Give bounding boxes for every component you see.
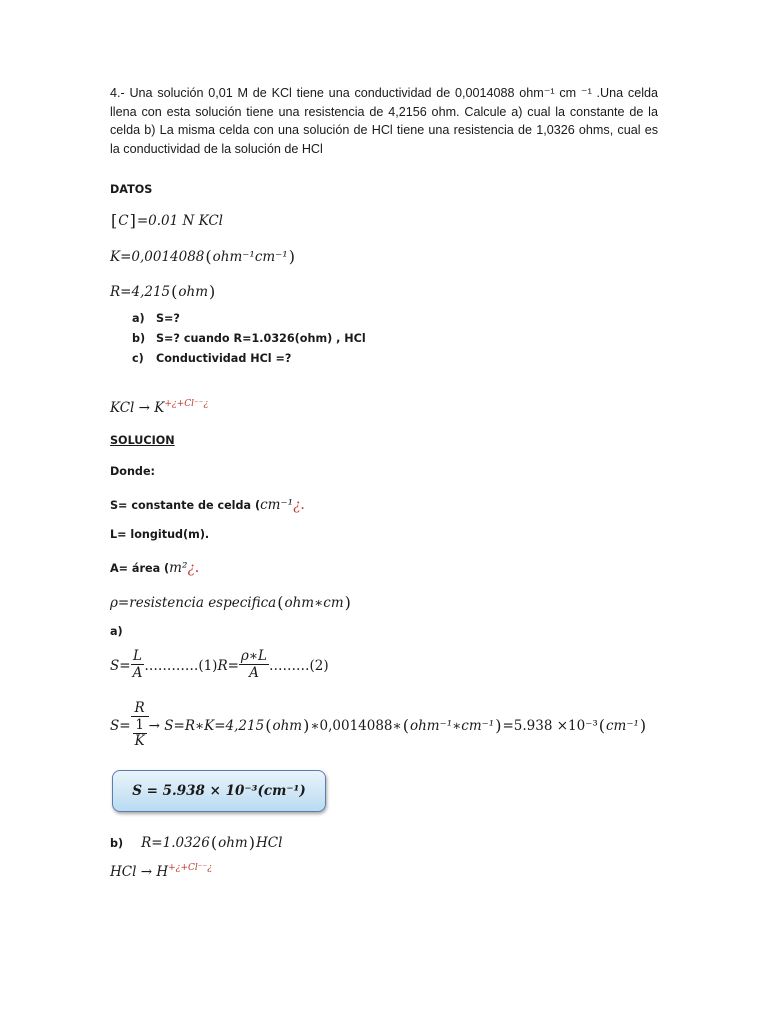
kcl-dissociation-equation: KCl → $K^{+¿+Cl^{--}¿}$ — [110, 399, 209, 416]
length-definition: L= longitud(m). — [110, 528, 210, 541]
resistance-units: ohm — [178, 284, 208, 300]
conductivity-equation: K=0,0014088(ohm⁻¹cm⁻¹) — [110, 247, 295, 266]
ion-superscript: +¿+Cl⁻⁻¿ — [168, 863, 213, 873]
concentration-value: =0.01 N KCl — [136, 213, 223, 229]
list-item: c) Conductividad HCl =? — [132, 352, 292, 365]
cell-constant-definition: S= constante de celda (cm⁻¹¿. — [110, 496, 305, 513]
conductivity-units: ohm⁻¹cm⁻¹ — [212, 249, 288, 265]
ion-superscript: +¿+Cl⁻⁻¿ — [164, 399, 209, 409]
fraction-r-over-inverse-k: $\frac{R}{\frac{1}{K}}$ — [131, 700, 149, 749]
concentration-equation: [C]=0.01 N KCl — [111, 211, 223, 230]
questions-list — [132, 312, 366, 372]
list-item: b) S=? cuando R=1.0326(ohm) , HCl — [132, 332, 366, 345]
fraction-l-over-a: $\frac{L}{A}$ — [132, 648, 143, 681]
fraction-rho-l-over-a: $\frac{\rho∗L}{A}$ — [240, 648, 267, 681]
conductivity-value: K=0,0014088 — [110, 249, 205, 265]
resistivity-definition: ρ=resistencia especifica(ohm∗cm) — [110, 593, 351, 612]
cell-constant-calculation: S= $\frac{R}{\frac{1}{K}}$ → S=R∗K=4,215(ohm)∗0,0014088∗(ohm⁻¹∗cm⁻¹)=5.938 ×10⁻³(cm⁻¹) — [110, 700, 647, 749]
problem-statement: 4.- Una solución 0,01 M de KCl tiene una conductividad de 0,0014088 ohm⁻¹ cm ⁻¹ .Una celda llena con esta solución tiene una resistencia de 4,2156 ohm. Calcule a) cual la constante de la celda b) La misma celda con una solución de HCl tiene una resistencia de 1,0326 ohms, cual es la conductividad de la solución de HCl — [110, 86, 658, 156]
hcl-dissociation-equation: HCl → $H^{+¿+Cl^{--}¿}$ — [110, 863, 213, 880]
part-b-equation: b) R=1.0326(ohm)HCl — [110, 833, 283, 852]
datos-heading: DATOS — [110, 183, 153, 196]
solucion-heading: SOLUCION — [110, 434, 175, 447]
area-definition: A= área (m²¿. — [110, 559, 200, 576]
donde-label: Donde: — [110, 465, 156, 478]
part-a-label: a) — [110, 625, 123, 638]
equations-1-2: S= $\frac{L}{A}$ …………(1)R= $\frac{\rho∗L}{A}$ ………(2) — [110, 648, 329, 681]
result-text: S = 5.938 × 10⁻³(cm⁻¹) — [132, 783, 306, 799]
list-item: a) S=? — [132, 312, 180, 325]
part-b-label: b) — [110, 837, 124, 850]
resistance-equation: R=4,215(ohm) — [110, 282, 216, 301]
result-box — [112, 770, 326, 812]
resistance-value: R=4,215 — [110, 284, 171, 300]
concentration-variable: C — [118, 213, 129, 229]
